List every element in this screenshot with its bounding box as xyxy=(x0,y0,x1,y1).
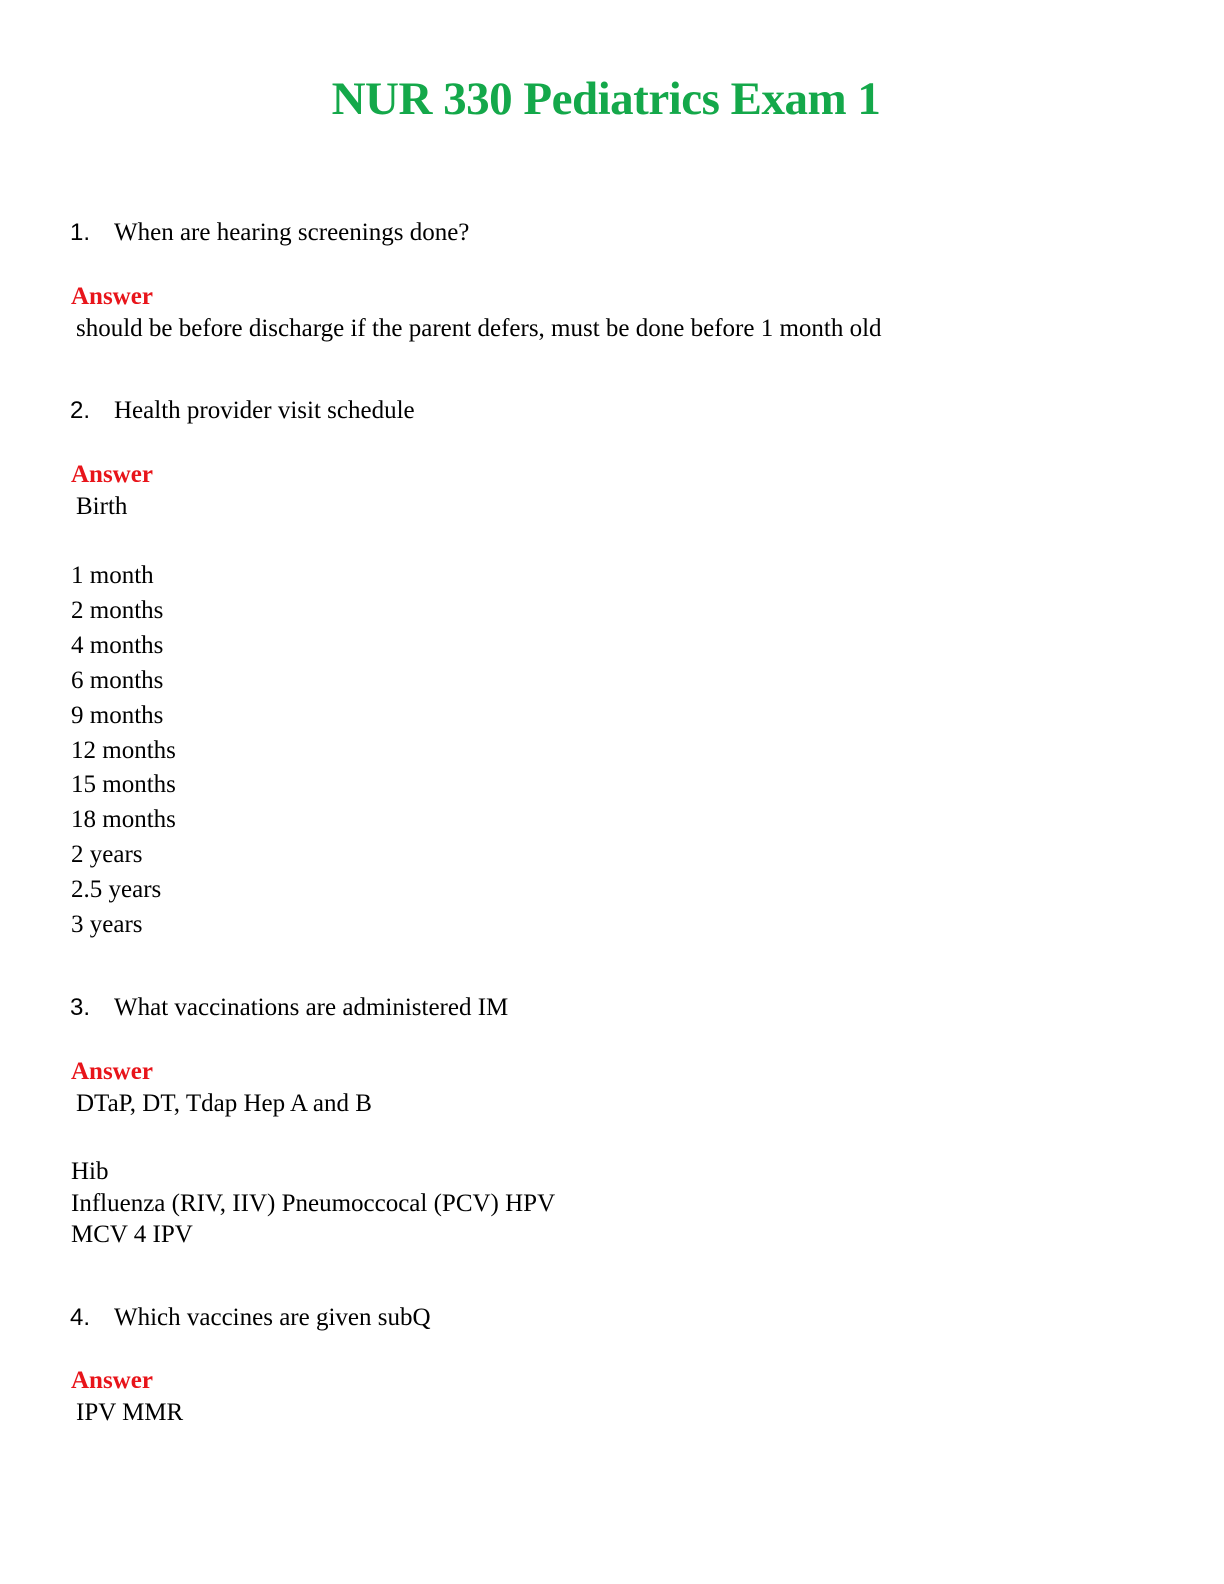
schedule-item: 3 years xyxy=(71,911,143,938)
schedule-item: 18 months xyxy=(71,806,176,833)
answer-text: Influenza (RIV, IIV) Pneumoccocal (PCV) HPV xyxy=(71,1190,556,1217)
schedule-item: 4 months xyxy=(71,632,164,659)
schedule-item: 15 months xyxy=(71,771,176,798)
question-number: 2. xyxy=(70,397,91,424)
schedule-item: 6 months xyxy=(71,667,164,694)
answer-text: MCV 4 IPV xyxy=(71,1221,193,1248)
answer-label: Answer xyxy=(71,283,153,310)
answer-text: Hib xyxy=(71,1158,109,1185)
document-title: NUR 330 Pediatrics Exam 1 xyxy=(331,73,881,125)
question-text: Health provider visit schedule xyxy=(114,397,415,424)
question-3 xyxy=(70,994,508,1022)
answer-text: IPV MMR xyxy=(76,1399,184,1426)
question-4 xyxy=(70,1304,431,1332)
question-1 xyxy=(70,219,469,247)
question-number: 1. xyxy=(70,219,91,246)
schedule-item: 2.5 years xyxy=(71,876,162,903)
question-text: Which vaccines are given subQ xyxy=(114,1304,431,1331)
question-text: What vaccinations are administered IM xyxy=(114,994,509,1021)
answer-label: Answer xyxy=(71,461,153,488)
answer-label: Answer xyxy=(71,1058,153,1085)
schedule-item: 12 months xyxy=(71,737,176,764)
answer-text: Birth xyxy=(76,493,128,520)
question-number: 3. xyxy=(70,994,91,1021)
schedule-item: 1 month xyxy=(71,562,154,589)
schedule-item: 2 months xyxy=(71,597,164,624)
answer-label: Answer xyxy=(71,1367,153,1394)
schedule-item: 9 months xyxy=(71,702,164,729)
question-text: When are hearing screenings done? xyxy=(114,219,470,246)
question-number: 4. xyxy=(70,1304,91,1331)
question-2 xyxy=(70,397,415,425)
schedule-item: 2 years xyxy=(71,841,143,868)
answer-text: should be before discharge if the parent defers, must be done before 1 month old xyxy=(76,315,882,342)
answer-text: DTaP, DT, Tdap Hep A and B xyxy=(76,1090,372,1117)
